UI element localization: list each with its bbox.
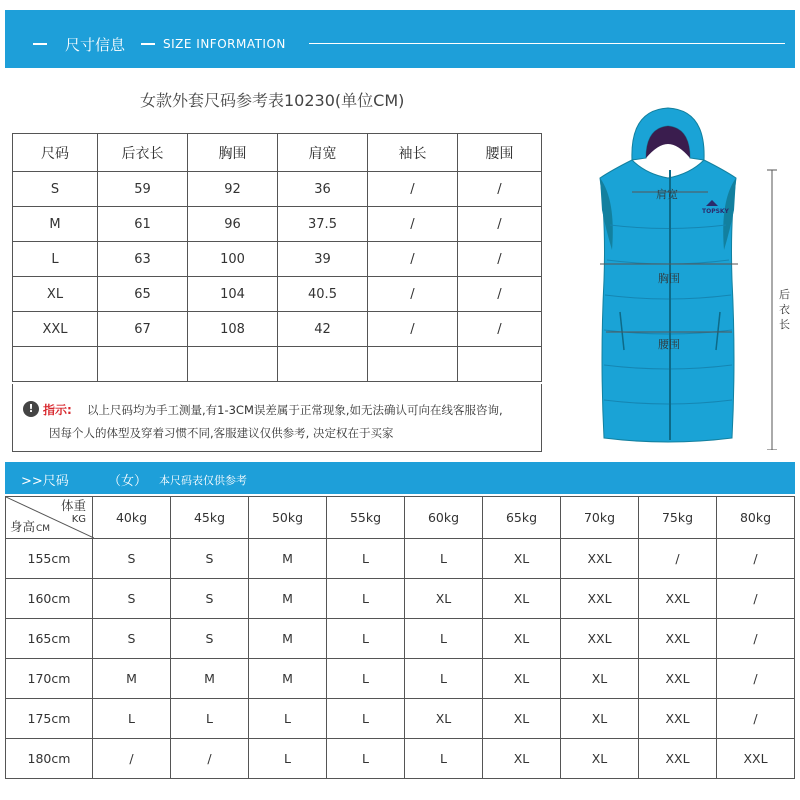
size-cell: L [327, 579, 405, 619]
size-cell: L [171, 699, 249, 739]
header-cell: 腰围 [458, 134, 542, 172]
table-cell: XL [13, 277, 98, 312]
height-cell: 155cm [6, 539, 93, 579]
size-cell: XL [405, 699, 483, 739]
weight-header: 55kg [327, 497, 405, 539]
table-cell: 36 [278, 172, 368, 207]
size-cell: / [717, 699, 795, 739]
table-cell: 40.5 [278, 277, 368, 312]
weight-header: 75kg [639, 497, 717, 539]
size-cell: M [249, 539, 327, 579]
table-cell: 63 [98, 242, 188, 277]
size-cell: M [249, 619, 327, 659]
size-cell: L [93, 699, 171, 739]
size-cell: XXL [639, 699, 717, 739]
length-label: 衣 [779, 303, 790, 316]
table-row [6, 579, 795, 619]
banner-line [309, 43, 785, 44]
weight-unit: KG [71, 514, 86, 525]
header-cell: 后衣长 [98, 134, 188, 172]
table-cell: 61 [98, 207, 188, 242]
note-line-2: 因每个人的体型及穿着习惯不同,客服建议仅供参考, 决定权在于买家 [49, 426, 394, 440]
height-cell: 180cm [6, 739, 93, 779]
size-cell: XXL [639, 659, 717, 699]
size-cell: L [327, 659, 405, 699]
height-cell: 170cm [6, 659, 93, 699]
table-row [6, 739, 795, 779]
size-cell: / [717, 619, 795, 659]
table-cell: L [13, 242, 98, 277]
size-cell: M [249, 659, 327, 699]
note-line-1: 以上尺码均为手工测量,有1-3CM误差属于正常现象,如无法确认可向在线客服咨询, [87, 403, 503, 417]
vest-illustration [560, 100, 800, 450]
height-cell: 165cm [6, 619, 93, 659]
size-cell: L [405, 739, 483, 779]
table-cell: / [458, 277, 542, 312]
section-bar [5, 462, 795, 494]
table-row [6, 539, 795, 579]
table-row-empty [13, 347, 542, 382]
reference-header [6, 497, 795, 539]
size-cell: XL [483, 739, 561, 779]
size-cell: XXL [561, 539, 639, 579]
table-cell [188, 347, 278, 382]
size-table-title: 女款外套尺码参考表10230(单位CM) [140, 91, 405, 110]
length-label: 长 [779, 318, 790, 331]
table-cell: XXL [13, 312, 98, 347]
section-prefix [21, 470, 69, 489]
weight-header: 45kg [171, 497, 249, 539]
table-cell [278, 347, 368, 382]
table-cell: / [368, 242, 458, 277]
table-cell: / [458, 172, 542, 207]
weight-label: 体重 [60, 498, 86, 513]
banner-title: 尺寸信息 [65, 36, 126, 54]
size-note [12, 384, 542, 452]
length-label: 后 [779, 288, 790, 301]
header-cell: 袖长 [368, 134, 458, 172]
section-subtitle: 本尺码表仅供参考 [159, 474, 247, 487]
size-cell: XXL [561, 579, 639, 619]
size-cell: XXL [717, 739, 795, 779]
size-cell: / [93, 739, 171, 779]
size-cell: XXL [639, 619, 717, 659]
chest-label: 胸围 [658, 272, 680, 285]
size-cell: XL [483, 699, 561, 739]
waist-label: 腰围 [658, 338, 680, 351]
table-row [13, 312, 542, 347]
table-cell: M [13, 207, 98, 242]
table-corner [6, 497, 93, 539]
table-row [13, 277, 542, 312]
table-cell: / [368, 277, 458, 312]
size-cell: XL [405, 579, 483, 619]
table-row [13, 172, 542, 207]
size-cell: XXL [639, 579, 717, 619]
table-cell: / [368, 172, 458, 207]
table-cell [13, 347, 98, 382]
banner-dash [141, 43, 155, 45]
size-cell: XL [483, 619, 561, 659]
table-cell: 37.5 [278, 207, 368, 242]
size-cell: / [171, 739, 249, 779]
table-cell: 100 [188, 242, 278, 277]
size-reference-table [5, 496, 795, 779]
table-row [6, 699, 795, 739]
size-cell: L [327, 739, 405, 779]
size-table-header [13, 134, 542, 172]
size-cell: / [639, 539, 717, 579]
banner-dash [33, 43, 47, 45]
size-cell: S [171, 539, 249, 579]
header-cell: 胸围 [188, 134, 278, 172]
size-table [12, 133, 542, 382]
table-cell: / [458, 207, 542, 242]
size-cell: L [405, 539, 483, 579]
height-cell: 175cm [6, 699, 93, 739]
table-cell: 59 [98, 172, 188, 207]
shoulder-label: 肩宽 [656, 188, 678, 201]
size-cell: XL [483, 539, 561, 579]
size-cell: L [327, 699, 405, 739]
size-cell: S [93, 579, 171, 619]
banner-subtitle: SIZE INFORMATION [163, 37, 286, 51]
header-banner [5, 10, 795, 68]
size-cell: S [171, 579, 249, 619]
table-cell: 42 [278, 312, 368, 347]
size-cell: XL [483, 579, 561, 619]
size-cell: XXL [561, 619, 639, 659]
table-cell: 104 [188, 277, 278, 312]
header-cell: 尺码 [13, 134, 98, 172]
weight-header: 70kg [561, 497, 639, 539]
height-cell: 160cm [6, 579, 93, 619]
weight-header: 50kg [249, 497, 327, 539]
weight-header: 60kg [405, 497, 483, 539]
size-cell: L [249, 739, 327, 779]
size-cell: L [405, 659, 483, 699]
size-cell: L [327, 619, 405, 659]
table-cell: 96 [188, 207, 278, 242]
height-label: 身高 [10, 519, 36, 534]
size-cell: S [171, 619, 249, 659]
size-cell: / [717, 659, 795, 699]
table-cell: S [13, 172, 98, 207]
table-row [6, 619, 795, 659]
table-row [13, 242, 542, 277]
table-cell: / [368, 207, 458, 242]
size-cell: XXL [639, 739, 717, 779]
table-cell: 67 [98, 312, 188, 347]
table-cell [98, 347, 188, 382]
weight-header: 40kg [93, 497, 171, 539]
table-cell: / [458, 312, 542, 347]
weight-header: 80kg [717, 497, 795, 539]
table-row [13, 207, 542, 242]
table-cell [368, 347, 458, 382]
size-cell: XL [483, 659, 561, 699]
brand-logo: TOPSKY [702, 208, 729, 215]
size-cell: XL [561, 699, 639, 739]
size-cell: M [171, 659, 249, 699]
vest-diagram [560, 100, 800, 450]
section-title: 尺码 [42, 474, 69, 489]
table-cell: / [458, 242, 542, 277]
size-cell: S [93, 539, 171, 579]
size-cell: / [717, 579, 795, 619]
section-gender: （女） [108, 474, 148, 489]
size-cell: L [405, 619, 483, 659]
table-cell: 65 [98, 277, 188, 312]
note-label: 指示: [43, 403, 72, 417]
size-cell: S [93, 619, 171, 659]
size-cell: M [249, 579, 327, 619]
height-unit: CM [36, 524, 51, 534]
size-cell: M [93, 659, 171, 699]
section-arrows: >> [21, 474, 43, 489]
size-cell: L [249, 699, 327, 739]
header-cell: 肩宽 [278, 134, 368, 172]
size-cell: XL [561, 739, 639, 779]
table-cell: 108 [188, 312, 278, 347]
info-icon: ! [23, 401, 39, 417]
table-cell: / [368, 312, 458, 347]
size-cell: L [327, 539, 405, 579]
table-row [6, 659, 795, 699]
weight-header: 65kg [483, 497, 561, 539]
table-cell: 39 [278, 242, 368, 277]
table-cell [458, 347, 542, 382]
size-cell: XL [561, 659, 639, 699]
table-cell: 92 [188, 172, 278, 207]
size-cell: / [717, 539, 795, 579]
